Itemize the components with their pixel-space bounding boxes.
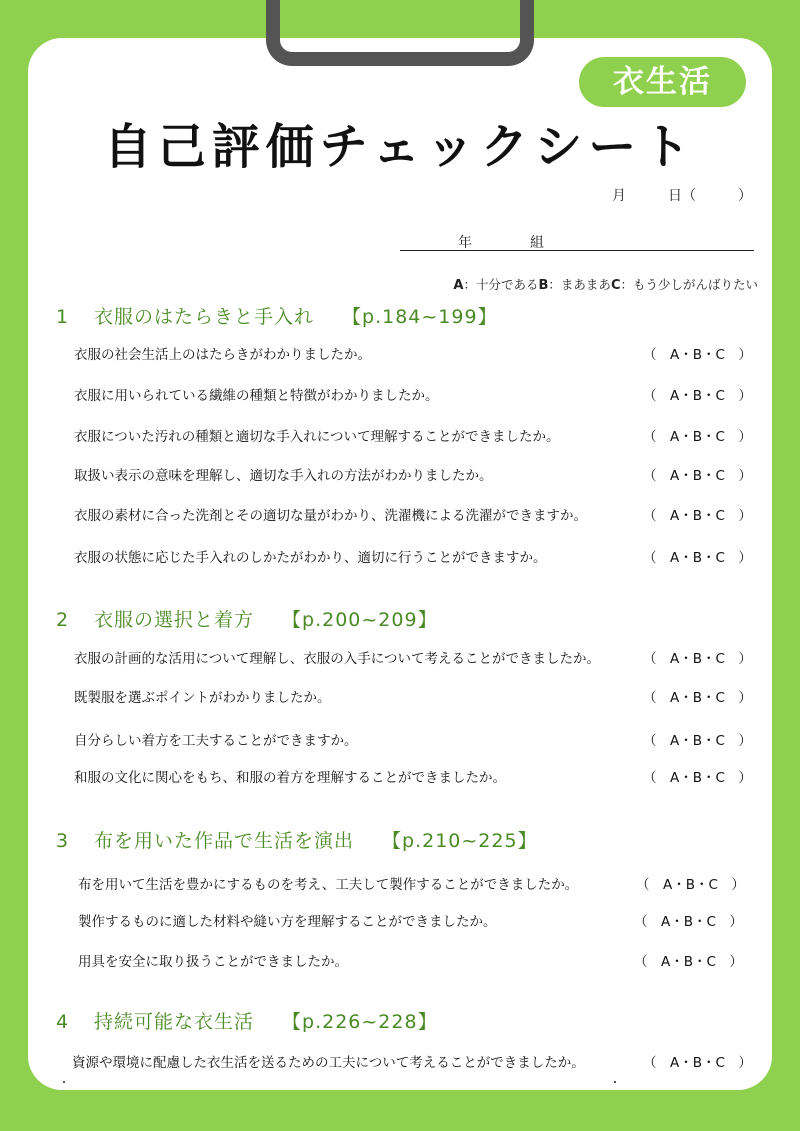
page-mark (63, 1081, 65, 1083)
legend-text-a: ：十分である (463, 277, 539, 292)
section-number: 1 (56, 306, 70, 328)
rating-choice[interactable]: （ A・B・C ） (634, 954, 743, 970)
question-text: 自分らしい着方を工夫することができますか。 (74, 733, 358, 749)
legend-text-c: ：もう少しがんばりたい (620, 277, 758, 292)
rating-choice[interactable]: （ A・B・C ） (643, 468, 752, 484)
section-number: 4 (56, 1011, 70, 1033)
question-text: 衣服の社会生活上のはたらきがわかりましたか。 (74, 347, 371, 363)
section-title: 持続可能な衣生活 (94, 1011, 255, 1033)
question-text: 布を用いて生活を豊かにするものを考え、工夫して製作することができましたか。 (78, 877, 579, 893)
year-label: 年 (458, 235, 472, 251)
section-pages: 【p.210~225】 (382, 830, 538, 852)
rating-choice[interactable]: （ A・B・C ） (643, 651, 752, 667)
rating-choice[interactable]: （ A・B・C ） (634, 914, 743, 930)
question-text: 衣服の計画的な活用について理解し、衣服の入手について考えることができましたか。 (74, 651, 600, 667)
question-text: 資源や環境に配慮した衣生活を送るための工夫について考えることができましたか。 (72, 1055, 585, 1071)
rating-choice[interactable]: （ A・B・C ） (643, 690, 752, 706)
page-title: 自己評価チェックシート (103, 119, 697, 175)
question-text: 衣服についた汚れの種類と適切な手入れについて理解することができましたか。 (74, 429, 560, 445)
section-heading (56, 605, 438, 632)
section-title: 衣服のはたらきと手入れ (94, 306, 315, 328)
rating-choice[interactable]: （ A・B・C ） (643, 347, 752, 363)
section-title: 衣服の選択と着方 (94, 609, 255, 631)
rating-choice[interactable]: （ A・B・C ） (643, 733, 752, 749)
section-number: 2 (56, 609, 70, 631)
section-heading (56, 1007, 438, 1034)
legend-key-c: C (610, 278, 621, 293)
section-number: 3 (56, 830, 70, 852)
rating-legend (453, 275, 758, 293)
rating-choice[interactable]: （ A・B・C ） (643, 429, 752, 445)
rating-choice[interactable]: （ A・B・C ） (643, 508, 752, 524)
question-text: 既製服を選ぶポイントがわかりましたか。 (74, 690, 331, 706)
category-badge: 衣生活 (579, 57, 746, 107)
section-pages: 【p.200~209】 (282, 609, 438, 631)
section-title: 布を用いた作品で生活を演出 (94, 830, 355, 852)
class-name-line (400, 232, 754, 251)
rating-choice[interactable]: （ A・B・C ） (643, 550, 752, 566)
legend-key-a: A (453, 278, 464, 293)
section-pages: 【p.226~228】 (282, 1011, 438, 1033)
question-text: 衣服の状態に応じた手入れのしかたがわかり、適切に行うことができますか。 (74, 550, 547, 566)
date-field: 月 日（ ） (612, 188, 752, 204)
section-heading (56, 826, 538, 853)
question-text: 用具を安全に取り扱うことができましたか。 (78, 954, 348, 970)
section-pages: 【p.184~199】 (342, 306, 498, 328)
question-text: 製作するものに適した材料や縫い方を理解することができましたか。 (78, 914, 497, 930)
question-text: 衣服に用いられている繊維の種類と特徴がわかりましたか。 (74, 388, 439, 404)
question-text: 和服の文化に関心をもち、和服の着方を理解することができましたか。 (74, 770, 506, 786)
section-heading (56, 302, 498, 329)
group-label: 組 (530, 235, 544, 251)
question-text: 取扱い表示の意味を理解し、適切な手入れの方法がわかりましたか。 (74, 468, 493, 484)
rating-choice[interactable]: （ A・B・C ） (643, 388, 752, 404)
legend-text-b: ：まあまあ (548, 277, 611, 292)
rating-choice[interactable]: （ A・B・C ） (643, 1055, 752, 1071)
page-mark (614, 1081, 616, 1083)
question-text: 衣服の素材に合った洗剤とその適切な量がわかり、洗濯機による洗濯ができますか。 (74, 508, 587, 524)
legend-key-b: B (538, 278, 549, 293)
clipboard-clip (266, 0, 534, 66)
rating-choice[interactable]: （ A・B・C ） (636, 877, 745, 893)
rating-choice[interactable]: （ A・B・C ） (643, 770, 752, 786)
